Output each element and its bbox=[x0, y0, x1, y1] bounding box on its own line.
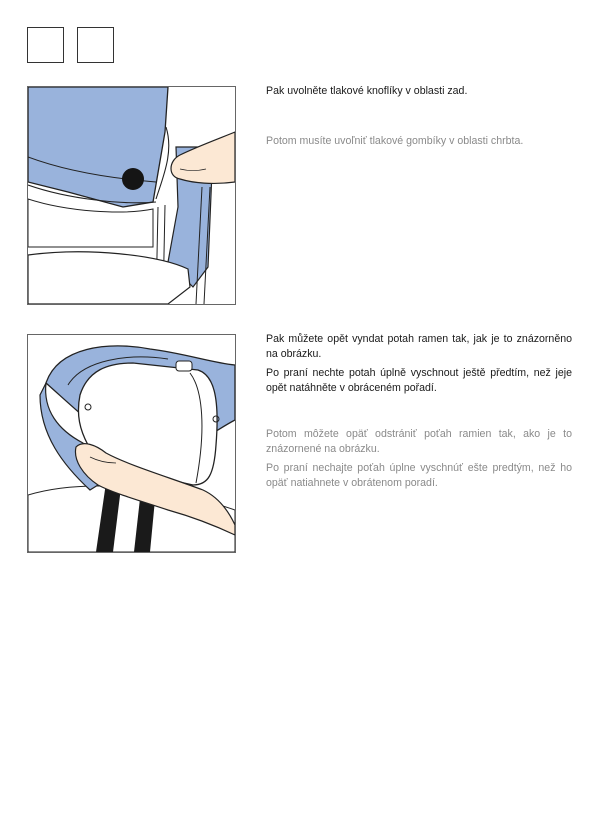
figure-release-buttons bbox=[27, 86, 236, 305]
section2-text-sk-1: Potom môžete opäť odstrániť poťah ramien tak, ako je to znázornené na obrázku. bbox=[266, 428, 572, 455]
section2-text-cz-2: Po praní nechte potah úplně vyschnout ještě předtím, než jeje opět natáhněte v obráceném pořadí. bbox=[266, 367, 572, 394]
blank-box-2 bbox=[77, 27, 114, 63]
blank-box-1 bbox=[27, 27, 64, 63]
section2-text-cz-1: Pak můžete opět vyndat potah ramen tak, jak je to znázorněno na obrázku. bbox=[266, 333, 572, 360]
press-button-icon bbox=[122, 168, 144, 190]
hand-icon bbox=[171, 132, 235, 183]
section1-text-sk: Potom musíte uvoľniť tlakové gombíky v oblasti chrbta. bbox=[266, 135, 524, 147]
section1-text-cz: Pak uvolněte tlakové knoflíky v oblasti zad. bbox=[266, 85, 468, 97]
section2-text-sk-2: Po praní nechajte poťah úplne vyschnúť ešte predtým, než ho opäť natiahnete v obrátenom poradí. bbox=[266, 462, 572, 489]
figure-remove-shoulder-cover bbox=[27, 334, 236, 553]
